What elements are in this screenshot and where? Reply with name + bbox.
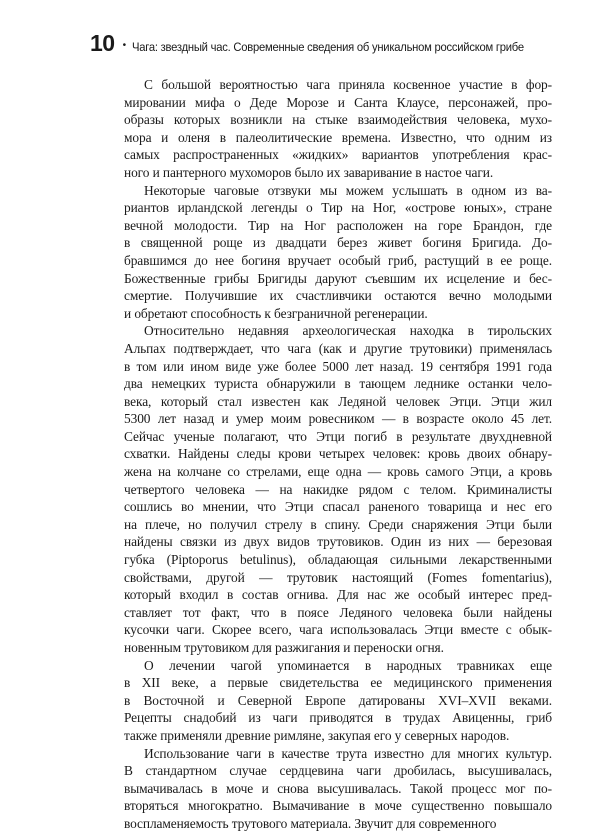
- text-line: свойствами, другой — трутовик настоящий (Fomes fomentarius),: [124, 569, 552, 585]
- text-line: который входил в состав огнива. Для нас же особый интерес пред-: [124, 587, 552, 603]
- text-line: В стандартном случае сердцевина чаги дробилась, высушивалась,: [124, 763, 552, 779]
- text-line: С большой вероятностью чага приняла косвенное участие в фор-: [144, 77, 552, 92]
- text-line: также применяли древние римляне, закупая его у северных народов.: [124, 727, 510, 743]
- text-line: мора и оленя в палеолитические времена. Известно, что одним из: [124, 129, 552, 145]
- text-line: губка (Piptoporus betulinus), обладающая сильными лекарственными: [124, 552, 552, 568]
- text-line: жена на колчане со стрелами, еще одна — кровь самого Этци, а кровь: [124, 464, 552, 480]
- running-title: Чага: звездный час. Современные сведения об уникальном российском грибе: [132, 40, 524, 54]
- text-line: в том или ином виде уже более 5000 лет назад. 19 сентября 1991 года: [124, 358, 552, 374]
- text-line: в священной роще из двадцати берез живет богиня Бригида. До-: [124, 235, 552, 251]
- text-line: Альпах подтверждает, что чага (как и другие трутовики) применялась: [124, 340, 552, 356]
- text-line: кусочки чаги. Скорее всего, чага использовалась Этци вместе с обык-: [124, 622, 552, 638]
- paragraph: [124, 182, 552, 323]
- text-line: Сейчас ученые полагают, что Этци погиб в результате двухдневной: [124, 428, 552, 444]
- text-line: в XII веке, а первые свидетельства ее медицинского применения: [124, 675, 552, 691]
- text-line: века, который стал известен как Ледяной человек Этци. Этци жил: [124, 393, 552, 409]
- text-line: Рецепты снадобий из чаги приводятся в трудах Авиценны, гриб: [124, 710, 552, 726]
- text-line: и обретают способность к безграничной регенерации.: [124, 305, 428, 321]
- text-line: вечной молодости. Тир на Ног расположен на горе Брандон, где: [124, 217, 552, 233]
- text-line: 5300 лет назад и умер моим ровесником — в возрасте около 45 лет.: [124, 411, 552, 427]
- text-line: вымачивалась в моче и снова высушивалась. Такой процесс мог по-: [124, 780, 552, 796]
- text-line: риантов ирландской легенды о Тир на Ног, «острове юных», стране: [124, 200, 552, 216]
- paragraph: [124, 745, 552, 833]
- paragraph: [124, 322, 552, 656]
- text-line: схватки. Найдены следы крови четырех человек: кровь двоих обнару-: [124, 446, 552, 462]
- text-line: смертие. Получившие их счастливчики остаются вечно молодыми: [124, 288, 552, 304]
- text-line: два немецких туриста обнаружили в тающем леднике останки чело-: [124, 376, 552, 392]
- text-line: новенным трутовиком для разжигания и переноски огня.: [124, 640, 444, 655]
- text-line: Божественные грибы Бригиды даруют съевшим их исцеление и бес-: [124, 270, 552, 286]
- text-line: воспламеняемость трутового материала. Звучит для современного: [124, 815, 497, 831]
- text-line: Использование чаги в качестве трута известно для многих культур.: [144, 745, 552, 761]
- text-line: Относительно недавняя археологическая находка в тирольских: [144, 323, 552, 339]
- text-line: образы которых возникли на стыке взаимодействия человека, мухо-: [124, 112, 552, 128]
- text-line: самых распространенных «жидких» вариантов употребления крас-: [124, 147, 552, 163]
- text-line: бравшимся до нее богиня вручает особый гриб, растущий в ее роще.: [124, 252, 552, 268]
- body-text: [124, 76, 552, 833]
- text-line: О лечении чагой упоминается в народных травниках еще: [144, 657, 552, 673]
- paragraph: [124, 76, 552, 182]
- paragraph: [124, 657, 552, 745]
- text-line: ного и пантерного мухоморов было их заваривание в настое чаги.: [124, 164, 494, 180]
- page-number: 10: [90, 30, 115, 56]
- text-line: Некоторые чаговые отзвуки мы можем услышать в одном из ва-: [144, 182, 552, 198]
- text-line: найдены связки из двух видов трутовиков. Один из них — березовая: [124, 534, 552, 550]
- text-line: ставляет тот факт, что в поясе Ледяного человека были найдены: [124, 604, 552, 620]
- bullet-separator: •: [122, 40, 127, 51]
- text-line: мировании мифа о Деде Морозе и Санта Клаусе, персонажей, про-: [124, 94, 552, 110]
- text-line: четвертого человека — на накидке рядом с телом. Криминалисты: [124, 481, 552, 497]
- text-line: сошлись во мнении, что Этци спасал раненого товарища и нес его: [124, 499, 552, 515]
- text-line: на плече, но получил стрелу в спину. Среди снаряжения Этци были: [124, 516, 552, 532]
- running-header: [90, 30, 560, 56]
- text-line: вторяться многократно. Вымачивание в моче существенно повышало: [124, 798, 552, 814]
- text-line: в Восточной и Северной Европе датированы XVI–XVII веками.: [124, 692, 552, 708]
